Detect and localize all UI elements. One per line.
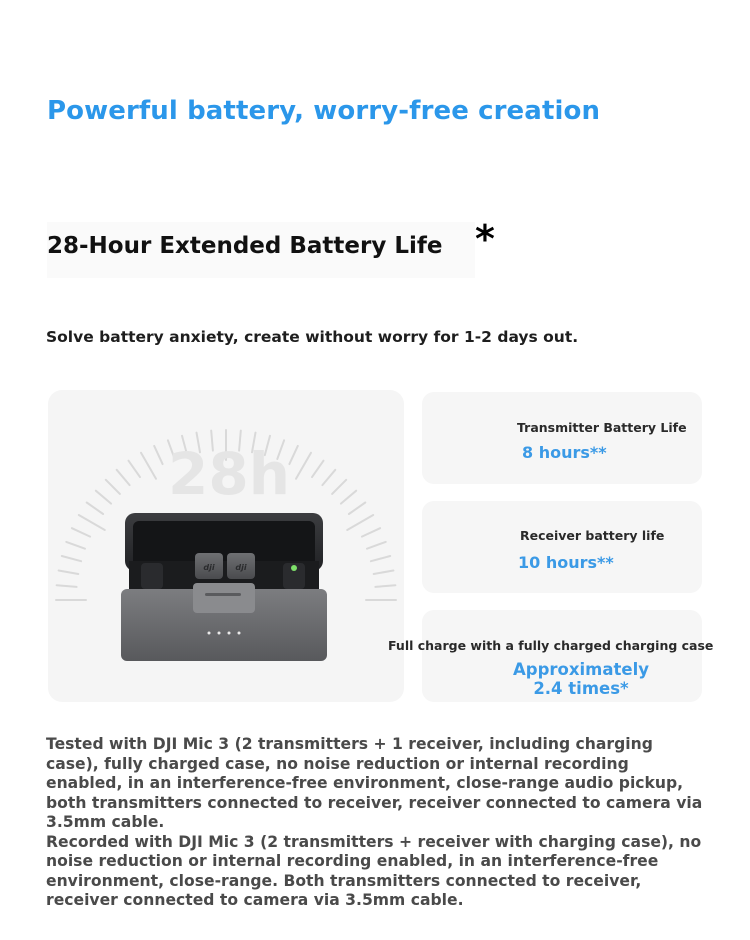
dial-tick [62,556,81,561]
stat-card-transmitter [422,392,702,484]
dial-tick [289,446,297,464]
dial-tick [349,503,365,515]
stat-label: Receiver battery life [520,528,665,543]
dial-tick [296,453,311,479]
dial-tick [129,461,141,477]
footnote-paragraph: Recorded with DJI Mic 3 (2 transmitters + receiver with charging case), no noise reduction or internal recording enabled, in an interference-free environment, close-range. Both transmitters connected to receiver, receiver connected to camera via 3.5mm cable. [46,832,702,909]
dial-tick [72,528,90,536]
dial-tick [106,480,120,494]
stat-value-line1: Approximately [513,660,649,679]
dial-tick [371,556,390,561]
dial-tick [374,571,394,575]
svg-text:dji: dji [235,563,247,572]
dial-tick [312,461,324,477]
dial-tick [362,528,380,536]
stat-card-charging-case [388,610,714,702]
dial-tick [79,515,105,530]
svg-text:dji: dji [203,563,215,572]
subheading: 28-Hour Extended Battery Life [47,233,443,259]
dial-tick [87,503,103,515]
dial-tick [59,571,79,575]
stat-value: 10 hours** [518,553,614,572]
dial-tick [141,453,156,479]
footnote [46,735,706,911]
stat-value: 8 hours** [522,443,607,462]
dial-tick [332,480,346,494]
charging-case-image [121,513,327,661]
dial-tick [57,585,77,587]
subheading-asterisk: * [475,217,495,261]
stat-card-receiver [422,501,702,593]
dial-tick [375,585,395,587]
dial-hours-text: 28h [168,440,291,508]
stat-label: Transmitter Battery Life [517,420,687,435]
headline: Powerful battery, worry-free creation [47,96,601,126]
stat-label: Full charge with a fully charged charging case [388,638,714,653]
dial-tick [367,542,386,549]
dial-tick [322,470,335,485]
dial-tick [117,470,130,485]
dial-tick [96,491,111,504]
stat-value-line2: 2.4 times* [533,679,629,698]
dial-tick [154,446,162,464]
footnote-paragraph: Tested with DJI Mic 3 (2 transmitters + 1 receiver, including charging case), fully charged case, no noise reduction or internal recording enabled, in an interference-free environment, close-range audio pickup, both transmitters connected to receiver, receiver connected to camera via 3.5mm cable. [46,735,703,831]
tagline: Solve battery anxiety, create without worry for 1-2 days out. [46,328,579,346]
dial-tick [341,491,356,504]
dial-tick [347,515,373,530]
dial-tick [66,542,85,549]
product-image-card [48,390,404,702]
